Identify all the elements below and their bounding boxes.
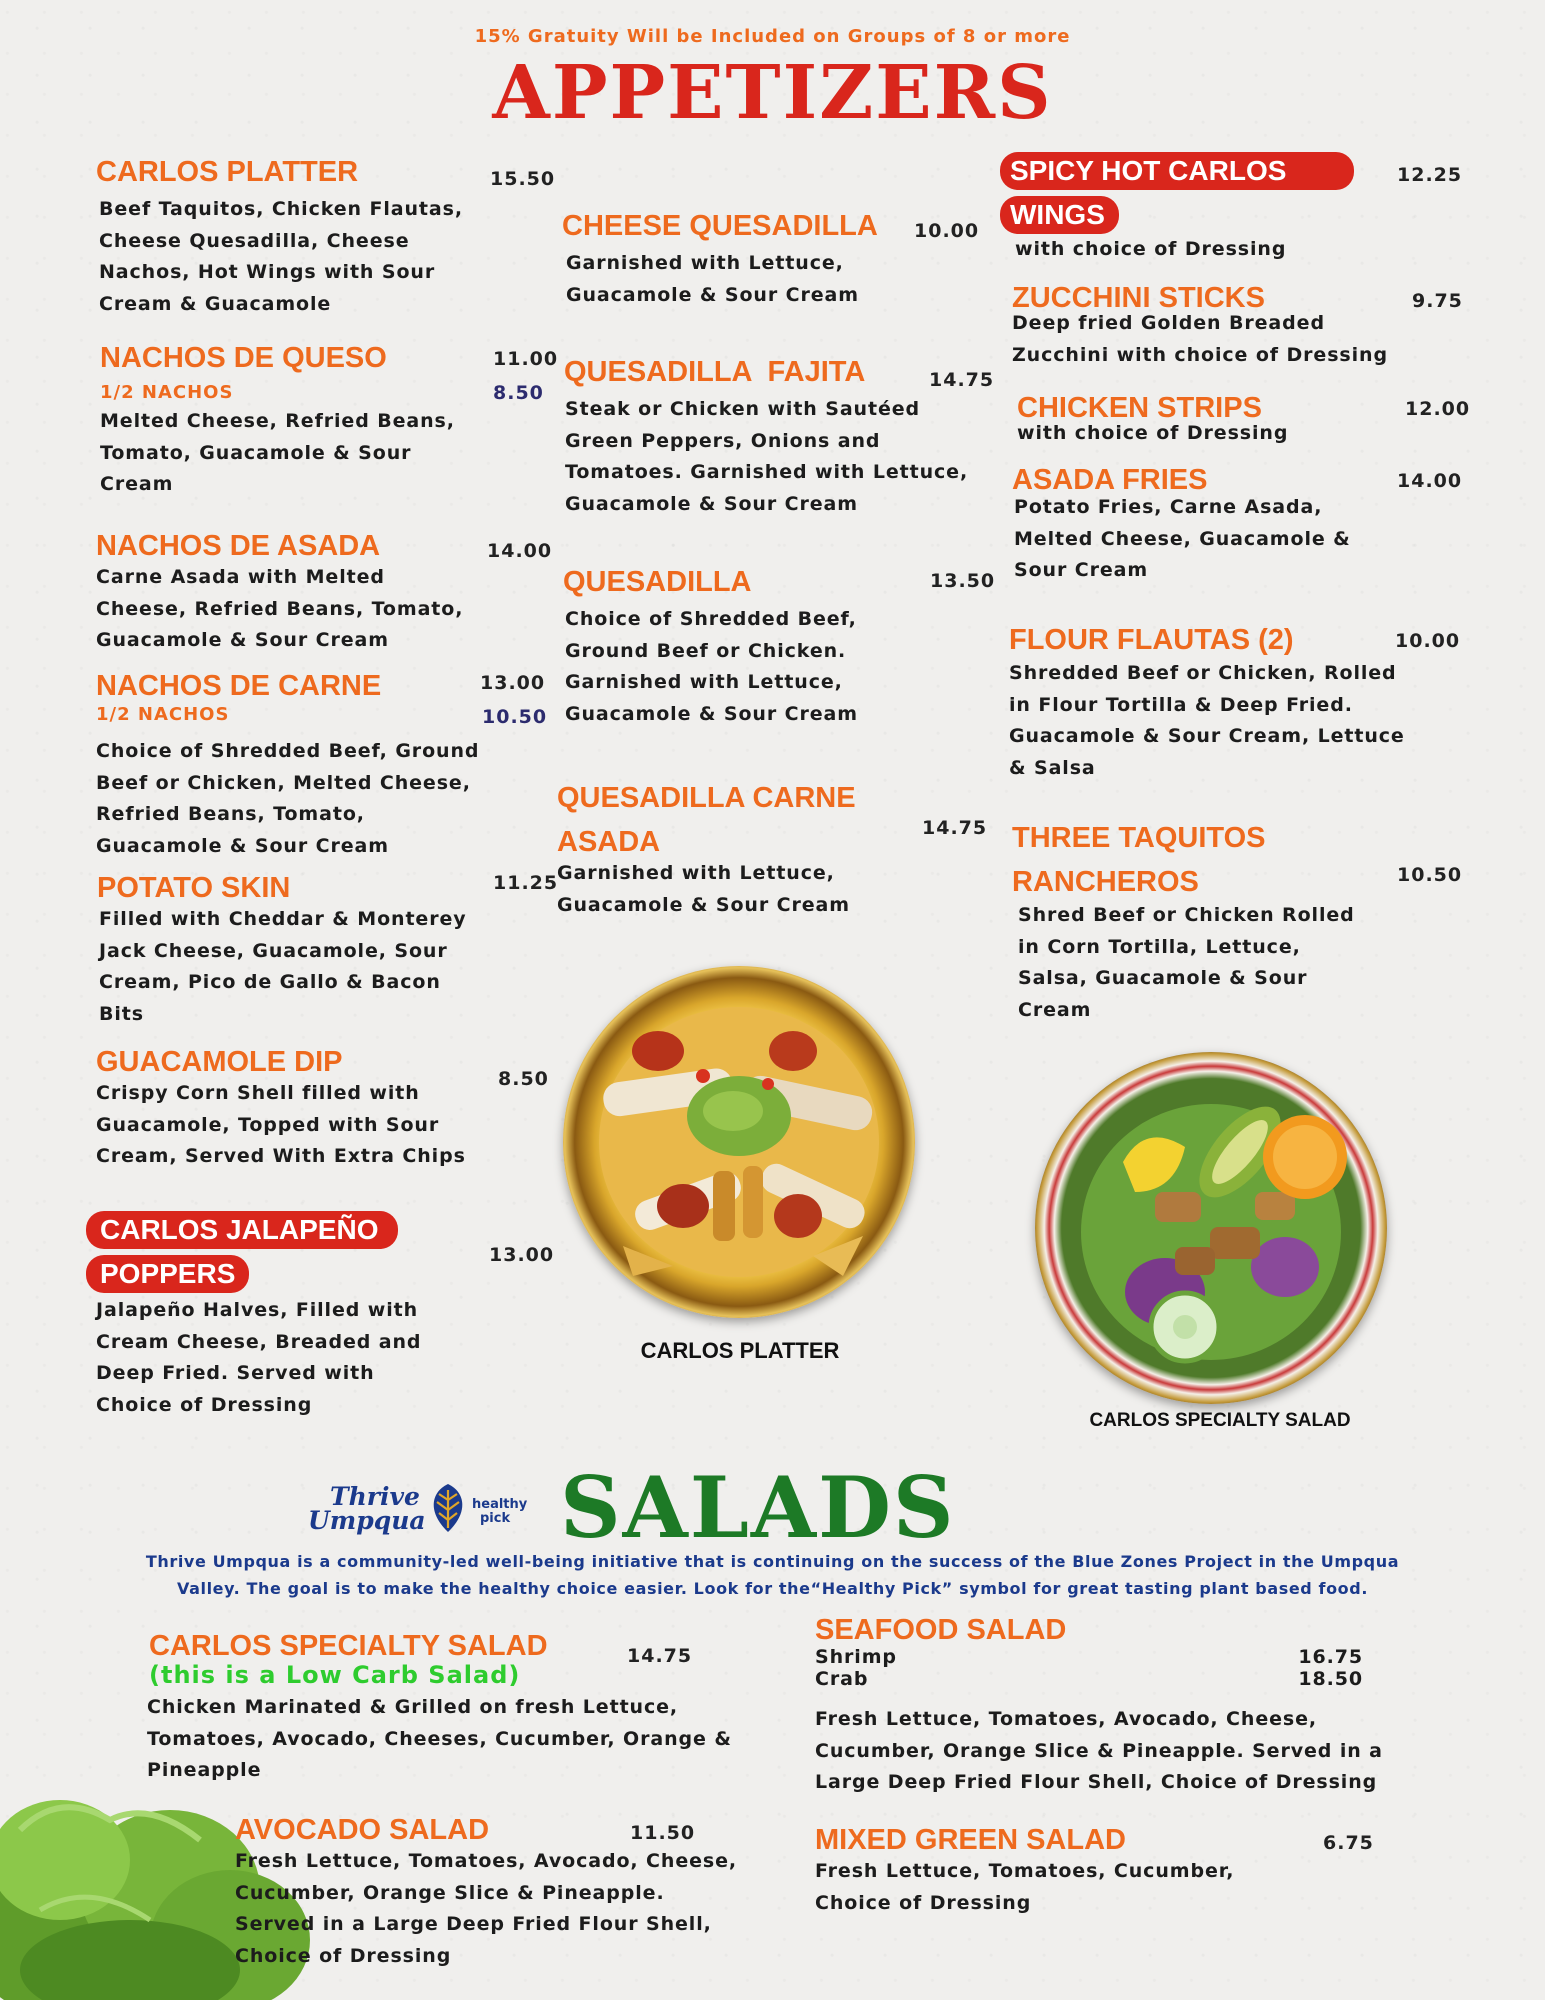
- desc-line: Jack Cheese, Guacamole, Sour: [99, 939, 448, 962]
- desc-line: Carne Asada with Melted: [96, 566, 385, 588]
- menu-item-zucchini-sticks: [1012, 276, 1388, 371]
- half-portion-price: 8.50: [493, 382, 544, 404]
- desc-line: in Flour Tortilla & Deep Fried.: [1009, 693, 1353, 716]
- item-price: 10.00: [1395, 630, 1461, 652]
- carlos-specialty-salad-photo: [1035, 1052, 1387, 1404]
- desc-line: Garnished with Lettuce,: [565, 671, 843, 693]
- item-name-line2: RANCHEROS: [1012, 866, 1199, 898]
- item-price: 12.25: [1397, 164, 1463, 186]
- option-price: 16.75: [1298, 1646, 1363, 1668]
- desc-line: Ground Beef or Chicken.: [565, 639, 847, 662]
- item-price: 11.00: [493, 348, 559, 370]
- desc-line: Cream & Guacamole: [99, 292, 332, 315]
- desc-line: Nachos, Hot Wings with Sour: [99, 261, 436, 283]
- menu-item-asada-fries: [1012, 458, 1351, 587]
- desc-line: Deep fried Golden Breaded: [1012, 312, 1325, 334]
- desc-line: Cheese Quesadilla, Cheese: [99, 229, 410, 252]
- desc-line: Cucumber, Orange Slice & Pineapple.: [235, 1881, 665, 1904]
- item-name: THREE TAQUITOS: [1012, 822, 1266, 854]
- item-price: 14.75: [929, 369, 995, 391]
- desc-line: Fresh Lettuce, Tomatoes, Cucumber,: [815, 1860, 1235, 1882]
- half-portion-label: 1/2 NACHOS: [96, 704, 230, 725]
- menu-item-guacamole-dip: [96, 1040, 466, 1173]
- intro-line: Thrive Umpqua is a community-led well-being initiative that is continuing on the success of the Blue Zones Project in the Umpqua: [145, 1552, 1400, 1571]
- desc-line: Guacamole, Topped with Sour: [96, 1113, 440, 1136]
- carlos-platter-photo: [563, 966, 915, 1318]
- item-description: [815, 1856, 1234, 1919]
- desc-line: Bits: [99, 1002, 144, 1025]
- desc-line: Fresh Lettuce, Tomatoes, Avocado, Cheese,: [815, 1708, 1318, 1730]
- menu-item-nachos-de-asada: [96, 524, 463, 657]
- desc-line: Guacamole & Sour Cream: [565, 702, 858, 725]
- option-label: Shrimp: [815, 1646, 897, 1668]
- item-name: ASADA FRIES: [1012, 464, 1208, 496]
- desc-line: Cream: [100, 473, 174, 495]
- platter-food-illustration: [563, 966, 915, 1318]
- item-description: [235, 1846, 737, 1972]
- item-name: FLOUR FLAUTAS (2): [1009, 624, 1294, 656]
- item-description: [1012, 308, 1388, 371]
- item-description: [100, 406, 455, 501]
- desc-line: Choice of Shredded Beef,: [565, 608, 857, 630]
- seafood-options: [815, 1644, 1363, 1692]
- menu-item-carlos-platter: [96, 150, 463, 320]
- low-carb-note: (this is a Low Carb Salad): [149, 1661, 521, 1689]
- desc-line: Shred Beef or Chicken Rolled: [1018, 904, 1355, 926]
- desc-line: Jalapeño Halves, Filled with: [96, 1299, 419, 1321]
- item-price: 14.75: [627, 1645, 693, 1667]
- logo-thrive-text: Thrive: [330, 1482, 420, 1511]
- desc-line: & Salsa: [1009, 756, 1096, 779]
- item-name-highlight: SPICY HOT CARLOS: [1000, 152, 1354, 190]
- thrive-umpqua-logo: [308, 1480, 538, 1550]
- option-crab: [815, 1666, 1363, 1692]
- half-portion-label: 1/2 NACHOS: [100, 382, 234, 403]
- desc-line: Choice of Shredded Beef, Ground: [96, 740, 480, 762]
- item-name-highlight: WINGS: [1000, 196, 1119, 234]
- desc-line: Steak or Chicken with Sautéed: [565, 398, 921, 420]
- desc-line: Guacamole & Sour Cream: [565, 492, 858, 515]
- item-price: 15.50: [490, 168, 556, 190]
- desc-line: Cream: [1018, 998, 1092, 1021]
- menu-item-nachos-de-queso: [100, 336, 455, 501]
- desc-line: Refried Beans, Tomato,: [96, 803, 365, 825]
- desc-line: Cream, Served With Extra Chips: [96, 1145, 466, 1167]
- item-description: [1009, 658, 1405, 784]
- menu-item-quesadilla: [563, 560, 858, 730]
- desc-line: Potato Fries, Carne Asada,: [1014, 496, 1323, 518]
- menu-item-chicken-strips: [1017, 386, 1288, 450]
- gratuity-notice: 15% Gratuity Will be Included on Groups of 8 or more: [474, 26, 1071, 47]
- item-description: [99, 904, 467, 1030]
- item-price: 13.00: [489, 1244, 555, 1266]
- menu-item-three-taquitos-rancheros: [1012, 816, 1355, 1026]
- half-portion-price: 10.50: [482, 706, 548, 728]
- item-price: 10.50: [1397, 864, 1463, 886]
- item-name: NACHOS DE QUESO: [100, 342, 387, 374]
- item-name: QUESADILLA: [563, 566, 752, 598]
- desc-line: in Corn Tortilla, Lettuce,: [1018, 935, 1301, 958]
- desc-line: Beef Taquitos, Chicken Flautas,: [99, 198, 463, 220]
- item-price: 13.50: [930, 570, 996, 592]
- item-description: [565, 394, 968, 520]
- menu-item-cheese-quesadilla: [562, 204, 878, 311]
- desc-line: Choice of Dressing: [235, 1944, 452, 1967]
- item-name-line2: ASADA: [557, 826, 661, 858]
- salad-food-illustration: [1035, 1052, 1387, 1404]
- desc-line: Salsa, Guacamole & Sour: [1018, 967, 1308, 989]
- platter-photo-caption: CARLOS PLATTER: [640, 1338, 840, 1363]
- logo-healthy-text: healthy: [472, 1497, 528, 1512]
- item-description: [1014, 492, 1351, 587]
- desc-line: Tomato, Guacamole & Sour: [100, 441, 412, 464]
- item-description: [96, 736, 479, 862]
- item-name: QUESADILLA FAJITA: [564, 356, 866, 388]
- desc-line: Guacamole & Sour Cream: [96, 629, 389, 651]
- item-description: [566, 248, 878, 311]
- item-price: 12.00: [1405, 398, 1471, 420]
- desc-line: Guacamole & Sour Cream, Lettuce: [1009, 725, 1405, 747]
- item-name: NACHOS DE ASADA: [96, 530, 381, 562]
- desc-line: Fresh Lettuce, Tomatoes, Avocado, Cheese,: [235, 1850, 738, 1872]
- menu-item-nachos-de-carne: [96, 664, 479, 862]
- desc-line: with choice of Dressing: [1015, 238, 1287, 260]
- item-description: [96, 1295, 421, 1421]
- item-name: SEAFOOD SALAD: [815, 1614, 1067, 1646]
- item-name-highlight: POPPERS: [86, 1255, 249, 1293]
- desc-line: with choice of Dressing: [1017, 422, 1289, 444]
- item-name: CHEESE QUESADILLA: [562, 210, 878, 242]
- item-description: [1018, 900, 1355, 1026]
- item-description: [96, 1078, 466, 1173]
- salad-photo-caption: CARLOS SPECIALTY SALAD: [1089, 1410, 1351, 1431]
- item-description: [565, 604, 858, 730]
- item-name: MIXED GREEN SALAD: [815, 1824, 1126, 1856]
- menu-item-spicy-hot-carlos-wings: [1000, 152, 1354, 266]
- desc-line: Cream Cheese, Breaded and: [96, 1330, 422, 1353]
- desc-line: Choice of Dressing: [815, 1891, 1032, 1914]
- item-description: [815, 1704, 1383, 1799]
- item-price: 14.75: [922, 817, 988, 839]
- item-description: [99, 194, 463, 320]
- desc-line: Cheese, Refried Beans, Tomato,: [96, 597, 464, 620]
- item-price: 14.00: [1397, 470, 1463, 492]
- desc-line: Sour Cream: [1014, 559, 1149, 581]
- desc-line: Shredded Beef or Chicken, Rolled: [1009, 662, 1397, 684]
- desc-line: Guacamole & Sour Cream: [96, 834, 389, 857]
- item-name: GUACAMOLE DIP: [96, 1046, 343, 1078]
- item-price: 6.75: [1323, 1832, 1374, 1854]
- item-name: QUESADILLA CARNE: [557, 782, 856, 814]
- desc-line: Guacamole & Sour Cream: [557, 893, 850, 916]
- desc-line: Tomatoes. Garnished with Lettuce,: [565, 461, 969, 483]
- item-price: 14.00: [487, 540, 553, 562]
- item-name-highlight: CARLOS JALAPEÑO: [86, 1211, 398, 1249]
- item-price: 8.50: [498, 1068, 549, 1090]
- desc-line: Garnished with Lettuce,: [557, 862, 835, 884]
- healthy-pick-leaf-icon: [425, 1482, 471, 1534]
- menu-item-quesadilla-carne-asada: [557, 776, 856, 921]
- desc-line: Large Deep Fried Flour Shell, Choice of Dressing: [815, 1771, 1378, 1793]
- desc-line: Beef or Chicken, Melted Cheese,: [96, 771, 471, 794]
- desc-line: Tomatoes, Avocado, Cheeses, Cucumber, Orange &: [147, 1727, 732, 1750]
- item-name: POTATO SKIN: [97, 872, 291, 904]
- desc-line: Zucchini with choice of Dressing: [1012, 343, 1388, 366]
- menu-item-jalapeno-poppers: [86, 1211, 421, 1421]
- menu-item-seafood-salad: [815, 1608, 1383, 1799]
- item-name: ZUCCHINI STICKS: [1012, 282, 1265, 314]
- desc-line: Choice of Dressing: [96, 1393, 313, 1416]
- item-price: 10.00: [914, 220, 980, 242]
- menu-item-flour-flautas: [1009, 618, 1405, 784]
- logo-pick-text: pick: [480, 1511, 511, 1526]
- desc-line: Deep Fried. Served with: [96, 1362, 375, 1384]
- desc-line: Melted Cheese, Guacamole &: [1014, 527, 1351, 550]
- option-label: Crab: [815, 1668, 869, 1690]
- desc-line: Filled with Cheddar & Monterey: [99, 908, 467, 930]
- desc-line: Melted Cheese, Refried Beans,: [100, 410, 455, 432]
- item-name: AVOCADO SALAD: [235, 1814, 490, 1846]
- desc-line: Cream, Pico de Gallo & Bacon: [99, 971, 441, 993]
- menu-item-potato-skin: [97, 866, 467, 1030]
- logo-umpqua-text: Umpqua: [308, 1506, 426, 1535]
- item-price: 11.50: [630, 1822, 696, 1844]
- item-price: 11.25: [493, 872, 559, 894]
- item-description: [1017, 418, 1288, 450]
- item-description: [557, 858, 856, 921]
- item-name: NACHOS DE CARNE: [96, 670, 382, 702]
- appetizers-title: APPETIZERS: [492, 50, 1053, 136]
- desc-line: Green Peppers, Onions and: [565, 429, 881, 452]
- option-price: 18.50: [1298, 1668, 1363, 1690]
- thrive-umpqua-description: [0, 1548, 1545, 1602]
- item-name: CARLOS SPECIALTY SALAD: [149, 1630, 548, 1662]
- desc-line: Crispy Corn Shell filled with: [96, 1082, 420, 1104]
- item-description: [96, 562, 463, 657]
- intro-line: Valley. The goal is to make the healthy choice easier. Look for the“Healthy Pick” symbol for great tasting plant based food.: [176, 1579, 1369, 1598]
- item-price: 13.00: [480, 672, 546, 694]
- salads-title: SALADS: [560, 1458, 956, 1557]
- item-price: 9.75: [1412, 290, 1463, 312]
- item-name: CHICKEN STRIPS: [1017, 392, 1262, 424]
- desc-line: Garnished with Lettuce,: [566, 252, 844, 274]
- desc-line: Guacamole & Sour Cream: [566, 283, 859, 306]
- menu-item-mixed-green-salad: [815, 1818, 1234, 1919]
- desc-line: Pineapple: [147, 1759, 262, 1781]
- item-description: [1015, 234, 1354, 266]
- desc-line: Cucumber, Orange Slice & Pineapple. Served in a: [815, 1739, 1383, 1762]
- desc-line: Served in a Large Deep Fried Flour Shell,: [235, 1913, 712, 1935]
- desc-line: Chicken Marinated & Grilled on fresh Lettuce,: [147, 1696, 679, 1718]
- item-name: CARLOS PLATTER: [96, 156, 359, 188]
- menu-item-quesadilla-fajita: [564, 350, 968, 520]
